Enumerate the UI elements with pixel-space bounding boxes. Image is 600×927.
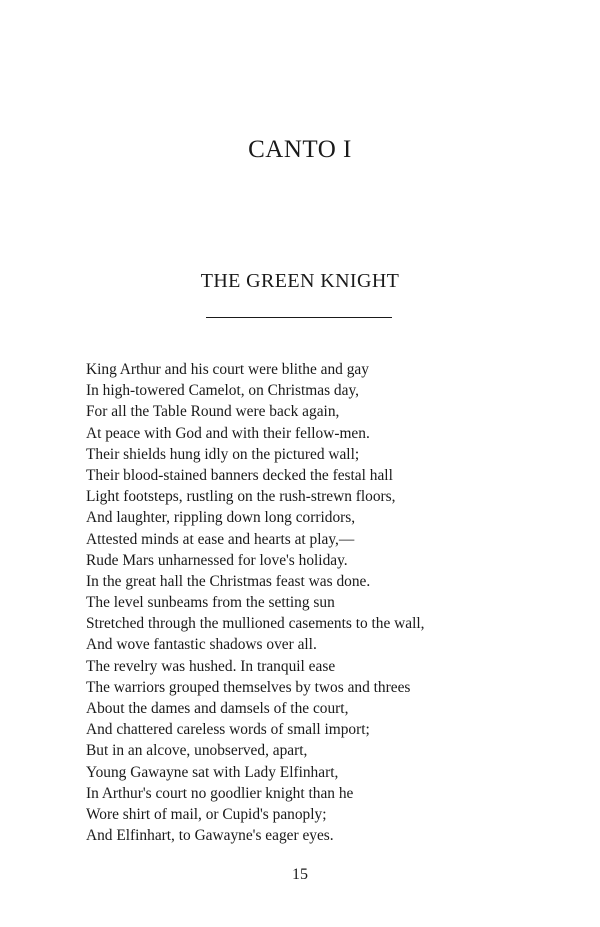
poem-line: The level sunbeams from the setting sun (86, 594, 335, 612)
poem-line: In high-towered Camelot, on Christmas day, (86, 382, 359, 400)
poem-line: King Arthur and his court were blithe and gay (86, 361, 369, 378)
poem-line: Light footsteps, rustling on the rush-strewn floors, (86, 488, 396, 506)
poem-line: Their blood-stained banners decked the festal hall (86, 466, 393, 484)
poem-line: Their shields hung idly on the pictured wall; (86, 445, 360, 463)
poem-line: And wove fantastic shadows over all. (86, 636, 317, 654)
poem-line: The warriors grouped themselves by twos and threes (86, 678, 411, 696)
page-number: 15 (292, 866, 308, 883)
poem-line: At peace with God and with their fellow-men. (86, 424, 370, 442)
poem-line: For all the Table Round were back again, (86, 403, 340, 421)
poem-line: Attested minds at ease and hearts at play,— (86, 530, 355, 548)
poem-line: And laughter, rippling down long corridors, (86, 509, 356, 527)
poem-line: But in an alcove, unobserved, apart, (86, 742, 308, 760)
poem-line: Rude Mars unharnessed for love's holiday. (86, 551, 348, 569)
poem-line: And Elfinhart, to Gawayne's eager eyes. (86, 827, 334, 845)
poem-line: About the dames and damsels of the court, (86, 700, 349, 717)
poem-line: Stretched through the mullioned casements to the wall, (86, 615, 425, 633)
poem-line: In Arthur's court no goodlier knight than he (86, 784, 354, 802)
poem-line: The revelry was hushed. In tranquil ease (86, 657, 336, 675)
title-divider (206, 317, 392, 318)
poem-line: Wore shirt of mail, or Cupid's panoply; (86, 805, 327, 823)
section-title: THE GREEN KNIGHT (200, 270, 400, 292)
poem-line: Young Gawayne sat with Lady Elfinhart, (86, 763, 339, 781)
canto-title: CANTO I (248, 136, 352, 163)
poem-body (86, 359, 526, 846)
poem-line: In the great hall the Christmas feast was done. (86, 572, 371, 590)
poem-line: And chattered careless words of small import; (86, 721, 370, 739)
